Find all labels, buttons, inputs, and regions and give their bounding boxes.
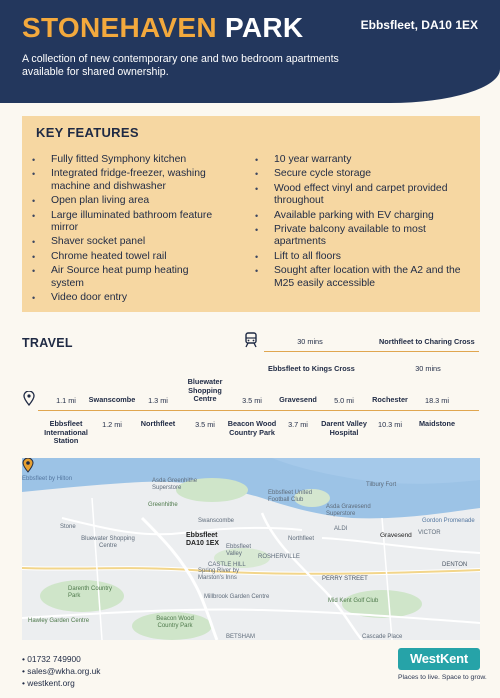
map-label: Ebbsfleet United Football Club [268,490,313,503]
map-label: Greenhithe [148,502,178,508]
feature-item: • Chrome heated towel rail [30,251,220,263]
location-postcode: Ebbsfleet, DA10 1EX [360,18,478,32]
westkent-logo: WestKent [398,648,480,670]
map-label: ALDI [334,526,348,532]
distance-label: 5.0 mi [334,396,354,405]
distance-label: 10.3 mi [378,420,402,429]
travel-title: TRAVEL [22,336,73,350]
stop-bluewater: Bluewater Shopping Centre [187,377,223,404]
distance-label: 18.3 mi [425,396,449,405]
map-pin-icon [22,458,34,473]
features-list-right [253,154,478,292]
map-label: Beacon Wood Country Park [156,616,194,629]
map-label: Tilbury Fort [366,482,397,488]
map-label: Mid Kent Golf Club [328,598,379,604]
feature-item: • Lift to all floors [253,251,478,263]
map-label: CASTLE HILL [208,562,246,568]
rail-time-kings-cross: 30 mins [297,337,323,346]
map-label: Spring River by Marston's Inns [198,568,240,581]
brand-tagline: Places to live. Space to grow. [398,674,487,681]
map-label: Millbrook Garden Centre [204,594,270,600]
distance-label: 3.5 mi [242,396,262,405]
feature-item: • 10 year warranty [253,154,478,166]
map-label: Bluewater Shopping Centre [81,536,135,549]
contact-email[interactable]: • sales@wkha.org.uk [22,665,100,677]
map-label: ROSHERVILLE [258,554,300,560]
feature-item: • Wood effect vinyl and carpet provided throughout [253,183,478,208]
route-line [38,410,479,411]
map-label: Gravesend [380,532,412,539]
distance-label: 3.5 mi [195,420,215,429]
contact-website[interactable]: • westkent.org [22,677,100,689]
rail-line-top [264,351,479,352]
map-label: VICTOR [418,530,441,536]
stop-northfleet: Northfleet [140,419,176,428]
stop-rochester: Rochester [372,395,408,404]
stop-gravesend: Gravesend [279,395,317,404]
map-label: Stone [60,524,76,530]
header-banner [0,0,500,103]
feature-item: • Secure cycle storage [253,168,478,180]
key-features-title: KEY FEATURES [36,125,139,140]
map-label: Ebbsfleet by Hilton [22,476,73,482]
feature-item: • Open plan living area [30,195,220,207]
map-label: Northfleet [288,536,315,542]
title-part1: STONEHAVEN [22,12,217,43]
rail-route-charing-cross: Northfleet to Charing Cross [379,337,475,346]
rail-time-charing-cross: 30 mins [415,364,441,373]
map-label: Hawley Garden Centre [28,618,90,624]
map-label: DENTON [442,562,468,568]
contact-phone[interactable]: • 01732 749900 [22,653,100,665]
distance-label: 3.7 mi [288,420,308,429]
key-features-panel [22,116,480,312]
location-pin-icon [23,391,35,406]
map-label: PERRY STREET [322,576,368,582]
development-title [22,12,303,44]
feature-item: • Integrated fridge-freezer, washing machine and dishwasher [30,168,220,193]
train-icon [244,332,258,348]
feature-item: • Shaver socket panel [30,236,220,248]
map-label: Cascade Place [362,634,403,640]
stop-darent-valley: Darent Valley Hospital [321,419,367,437]
feature-item: • Air Source heat pump heating system [30,265,220,290]
rail-route-kings-cross: Ebbsfleet to Kings Cross [268,364,355,373]
features-list-left [30,154,220,306]
feature-item: • Video door entry [30,292,220,304]
distance-label: 1.3 mi [148,396,168,405]
map-label: Swanscombe [198,518,235,524]
distance-label: 1.1 mi [56,396,76,405]
contact-list [22,653,100,690]
stop-ebbsfleet-international: Ebbsfleet International Station [44,419,88,446]
title-part2: PARK [224,12,304,43]
feature-item: • Sought after location with the A2 and the M25 easily accessible [253,265,478,290]
stop-beacon-wood: Beacon Wood Country Park [227,419,277,437]
feature-item: • Fully fitted Symphony kitchen [30,154,220,166]
feature-item: • Available parking with EV charging [253,210,478,222]
intro-text: A collection of new contemporary one and two bedroom apartments available for shared ownership. [22,53,339,78]
map-label: Ebbsfleet Valley [226,544,252,557]
map-label: BETSHAM [226,634,256,640]
location-map[interactable] [22,458,480,640]
map-pin-label: Ebbsfleet DA10 1EX [186,532,220,547]
map-label: Gordon Promenade [422,518,475,524]
stop-maidstone: Maidstone [418,419,456,428]
map-label: Darenth Country Park [68,586,113,599]
feature-item: • Large illuminated bathroom feature mirror [30,210,220,235]
map-label: Asda Greenhithe Superstore [152,478,198,491]
stop-swanscombe: Swanscombe [88,395,136,404]
distance-label: 1.2 mi [102,420,122,429]
map-label: Asda Gravesend Superstore [326,504,371,517]
feature-item: • Private balcony available to most apartments [253,224,478,249]
